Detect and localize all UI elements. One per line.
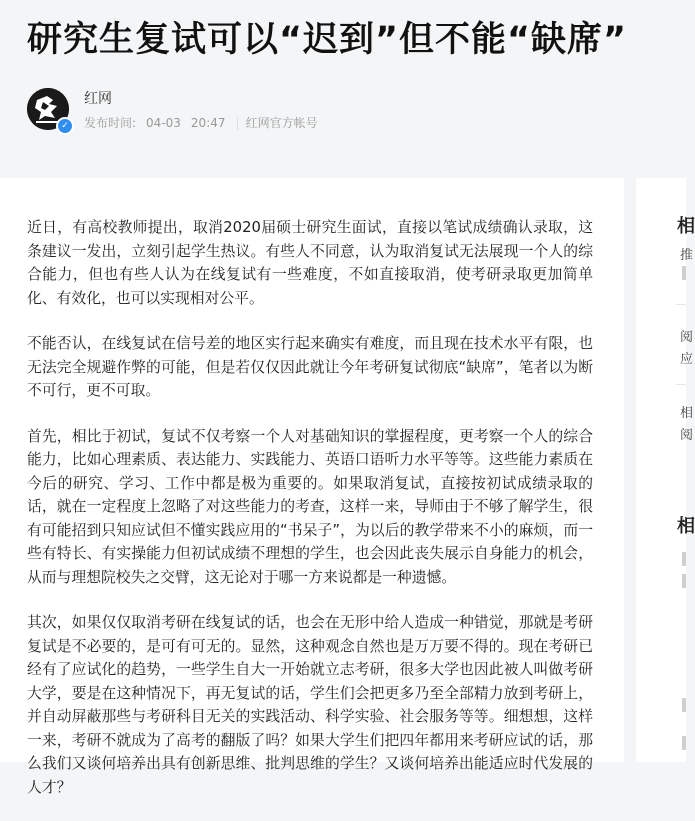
sidebar-item[interactable]: 阅: [680, 428, 694, 443]
article-paragraph: 其次，如果仅仅取消考研在线复试的话，也会在无形中给人造成一种错觉，那就是考研复试是不必要的，是可有可无的。显然，这种观念自然也是万万要不得的。现在考研已经有了应试化的趋势，一些学生自大一开始就立志考研，很多大学也因此被人叫做考研大学，要是在这种情况下，再无复试的话，学生们会把更多乃至全部精力放到考研上，并自动屏蔽那些与考研科目无关的实践活动、科学实验、社会服务等等。细想想，这样一来，考研不就成为了高考的翻版了吗？如果大学生们把四年都用来考研应试的话，那么我们又谈何培养出具有创新思维、批判思维的学生？又谈何培养出能适应时代发展的人才？: [27, 614, 593, 796]
article-header: [0, 0, 686, 178]
meta-divider: |: [235, 116, 240, 130]
sidebar-item[interactable]: 推: [680, 248, 694, 263]
article-content: [27, 216, 593, 821]
article-paragraph: 不能否认，在线复试在信号差的地区实行起来确实有难度，而且现在技术水平有限，也无法完全规避作弊的可能，但是若仅仅因此就让今年考研复试彻底“缺席”，笔者以为断不可行，更不可取。: [27, 335, 593, 399]
publish-time: 20:47: [190, 116, 226, 130]
sidebar-heading: 相: [677, 516, 695, 537]
sidebar-item-truncated[interactable]: [682, 552, 686, 566]
sidebar-divider: [676, 384, 686, 385]
sidebar-item[interactable]: 相: [680, 406, 694, 421]
article-paragraph: 首先，相比于初试，复试不仅考察一个人对基础知识的掌握程度，更考察一个人的综合能力，比如心理素质、表达能力、实践能力、英语口语听力水平等等。这些能力素质在今后的研究、学习、工作中都是极为重要的。如果取消复试，直接按初试成绩录取的话，就在一定程度上忽略了对这些能力的考查，这样一来，导师由于不够了解学生，很有可能招到只知应试但不懂实践应用的“书呆子”，为以后的教学带来不小的麻烦，而一些有特长、有实操能力但初试成绩不理想的学生，也会因此丧失展示自身能力的机会，从而与理想院校失之交臂，这无论对于哪一方来说都是一种遗憾。: [27, 427, 593, 586]
article-meta: [84, 114, 328, 131]
sidebar-item-truncated[interactable]: [682, 736, 686, 750]
article-title: 研究生复试可以“迟到”但不能“缺席”: [27, 20, 628, 60]
sidebar-heading: 相: [677, 216, 695, 237]
article-paragraph: 近日，有高校教师提出，取消2020届硕士研究生面试，直接以笔试成绩确认录取，这条建议一发出，立刻引起学生热议。有些人不同意，认为取消复试无法展现一个人的综合能力，但也有些人认为在线复试有一些难度，不如直接取消，使考研录取更加简单化、有效化，也可以实现相对公平。: [27, 219, 593, 307]
sidebar-item[interactable]: 阅: [680, 330, 694, 345]
sidebar-item-truncated[interactable]: [682, 266, 686, 280]
publish-label: 发布时间:: [84, 116, 137, 130]
sidebar-item-truncated[interactable]: [682, 698, 686, 712]
publish-date: 04-03: [146, 116, 181, 130]
author-name[interactable]: 红网: [84, 91, 112, 107]
account-label: 红网官方帐号: [245, 116, 318, 130]
sidebar-item-truncated[interactable]: [682, 574, 686, 588]
verified-badge-icon: ✓: [56, 117, 74, 135]
sidebar-item[interactable]: 应: [680, 352, 694, 367]
article-body: [0, 178, 624, 796]
sidebar: [636, 178, 695, 762]
sidebar-divider: [676, 304, 686, 305]
